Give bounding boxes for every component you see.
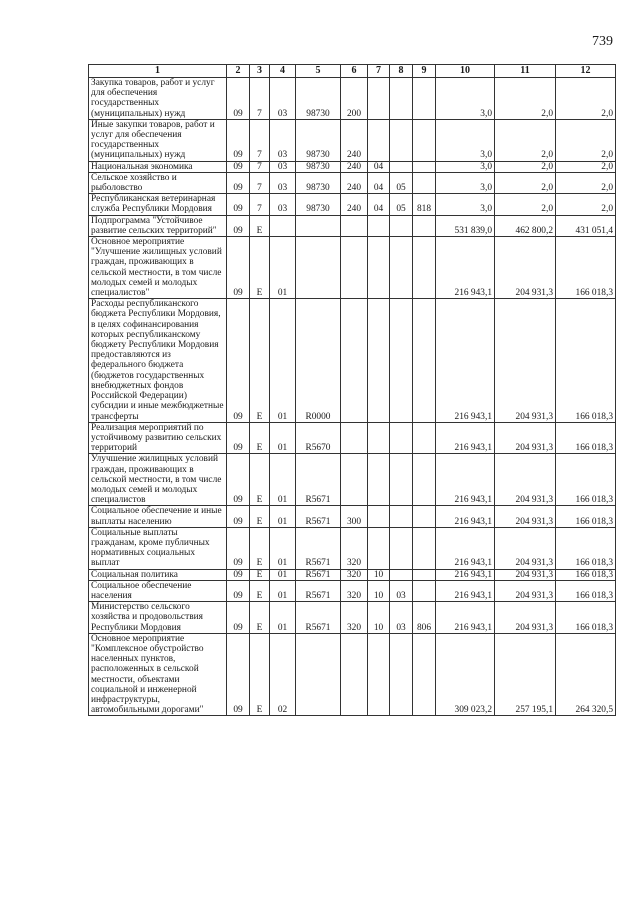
program-cell: Е — [250, 569, 270, 580]
department-cell — [413, 569, 436, 580]
row-name-cell: Социальные выплаты гражданам, кроме публичных нормативных социальных выплат — [89, 527, 227, 569]
section-cell: 09 — [227, 194, 250, 215]
department-cell — [413, 237, 436, 299]
department-cell — [413, 299, 436, 422]
department-cell — [413, 215, 436, 236]
section-cell: 09 — [227, 161, 250, 172]
section-cell: 09 — [227, 454, 250, 506]
row-name-cell: Социальное обеспечение и иные выплаты населению — [89, 506, 227, 527]
expense-type-cell: 320 — [341, 569, 368, 580]
subsection-cell — [390, 78, 413, 120]
subprogram-cell: 02 — [270, 633, 296, 716]
row-name-cell: Национальная экономика — [89, 161, 227, 172]
table-body — [89, 78, 616, 716]
direction-cell: 98730 — [296, 161, 341, 172]
chapter-cell — [368, 454, 390, 506]
amount-cell: 3,0 — [436, 172, 495, 193]
page-number: 739 — [592, 34, 613, 49]
subprogram-cell — [270, 215, 296, 236]
amount-cell: 2,0 — [556, 172, 616, 193]
subsection-cell — [390, 215, 413, 236]
column-header: 6 — [341, 65, 368, 78]
amount-cell: 462 800,2 — [495, 215, 556, 236]
table-row — [89, 161, 616, 172]
subprogram-cell: 01 — [270, 422, 296, 454]
subsection-cell: 05 — [390, 194, 413, 215]
subsection-cell — [390, 506, 413, 527]
program-cell: Е — [250, 454, 270, 506]
direction-cell: 98730 — [296, 78, 341, 120]
subprogram-cell: 01 — [270, 299, 296, 422]
chapter-cell — [368, 237, 390, 299]
subsection-cell: 03 — [390, 602, 413, 634]
direction-cell — [296, 633, 341, 716]
amount-cell: 216 943,1 — [436, 237, 495, 299]
section-cell: 09 — [227, 172, 250, 193]
column-header: 8 — [390, 65, 413, 78]
direction-cell: 98730 — [296, 194, 341, 215]
section-cell: 09 — [227, 119, 250, 161]
chapter-cell — [368, 633, 390, 716]
amount-cell: 204 931,3 — [495, 569, 556, 580]
table-row — [89, 78, 616, 120]
chapter-cell — [368, 422, 390, 454]
expense-type-cell: 240 — [341, 194, 368, 215]
row-name-cell: Социальное обеспечение населения — [89, 580, 227, 601]
amount-cell: 2,0 — [495, 119, 556, 161]
amount-cell: 3,0 — [436, 119, 495, 161]
expense-type-cell: 200 — [341, 78, 368, 120]
expense-type-cell — [341, 633, 368, 716]
table-row — [89, 527, 616, 569]
row-name-cell: Министерство сельского хозяйства и продовольствия Республики Мордовия — [89, 602, 227, 634]
subprogram-cell: 03 — [270, 172, 296, 193]
program-cell: 7 — [250, 161, 270, 172]
amount-cell: 2,0 — [495, 161, 556, 172]
amount-cell: 216 943,1 — [436, 454, 495, 506]
direction-cell: R5671 — [296, 569, 341, 580]
column-header: 3 — [250, 65, 270, 78]
table-row — [89, 506, 616, 527]
subprogram-cell: 01 — [270, 569, 296, 580]
amount-cell: 204 931,3 — [495, 580, 556, 601]
table-row — [89, 633, 616, 716]
section-cell: 09 — [227, 422, 250, 454]
amount-cell: 2,0 — [556, 78, 616, 120]
amount-cell: 166 018,3 — [556, 422, 616, 454]
subsection-cell — [390, 119, 413, 161]
department-cell — [413, 422, 436, 454]
subsection-cell — [390, 454, 413, 506]
department-cell — [413, 633, 436, 716]
amount-cell: 531 839,0 — [436, 215, 495, 236]
row-name-cell: Закупка товаров, работ и услуг для обеспечения государственных (муниципальных) нужд — [89, 78, 227, 120]
expense-type-cell — [341, 237, 368, 299]
section-cell: 09 — [227, 527, 250, 569]
chapter-cell: 10 — [368, 580, 390, 601]
expense-type-cell — [341, 299, 368, 422]
row-name-cell: Расходы республиканского бюджета Республики Мордовия, в целях софинансирования которых республиканскому бюджету Республики Мордовия предоставляются из федерального бюджета (бюджетов государственных внебюджетных фондов Российской Федерации) субсидии и иные межбюджетные трансферты — [89, 299, 227, 422]
amount-cell: 166 018,3 — [556, 506, 616, 527]
amount-cell: 2,0 — [495, 172, 556, 193]
direction-cell — [296, 215, 341, 236]
program-cell: Е — [250, 602, 270, 634]
row-name-cell: Подпрограмма "Устойчивое развитие сельских территорий" — [89, 215, 227, 236]
section-cell: 09 — [227, 602, 250, 634]
amount-cell: 309 023,2 — [436, 633, 495, 716]
row-name-cell: Основное мероприятие "Комплексное обустройство населенных пунктов, расположенных в сельской местности, объектами социальной и инженерной инфраструктуры, автомобильными дорогами" — [89, 633, 227, 716]
subsection-cell — [390, 569, 413, 580]
section-cell: 09 — [227, 506, 250, 527]
column-header: 9 — [413, 65, 436, 78]
subsection-cell — [390, 422, 413, 454]
program-cell: 7 — [250, 119, 270, 161]
subprogram-cell: 01 — [270, 602, 296, 634]
expense-type-cell: 240 — [341, 172, 368, 193]
subsection-cell — [390, 299, 413, 422]
program-cell: Е — [250, 422, 270, 454]
amount-cell: 216 943,1 — [436, 422, 495, 454]
table-row — [89, 422, 616, 454]
expense-type-cell — [341, 215, 368, 236]
amount-cell: 2,0 — [556, 119, 616, 161]
column-header: 11 — [495, 65, 556, 78]
subprogram-cell: 03 — [270, 161, 296, 172]
department-cell — [413, 506, 436, 527]
amount-cell: 2,0 — [495, 78, 556, 120]
amount-cell: 166 018,3 — [556, 602, 616, 634]
column-header: 7 — [368, 65, 390, 78]
amount-cell: 216 943,1 — [436, 569, 495, 580]
row-name-cell: Реализация мероприятий по устойчивому развитию сельских территорий — [89, 422, 227, 454]
amount-cell: 2,0 — [495, 194, 556, 215]
chapter-cell — [368, 215, 390, 236]
table-row — [89, 569, 616, 580]
subprogram-cell: 03 — [270, 78, 296, 120]
amount-cell: 166 018,3 — [556, 527, 616, 569]
subsection-cell — [390, 527, 413, 569]
amount-cell: 166 018,3 — [556, 237, 616, 299]
expense-type-cell: 300 — [341, 506, 368, 527]
section-cell: 09 — [227, 299, 250, 422]
expense-type-cell: 320 — [341, 602, 368, 634]
amount-cell: 204 931,3 — [495, 506, 556, 527]
chapter-cell: 10 — [368, 602, 390, 634]
direction-cell: R0000 — [296, 299, 341, 422]
subprogram-cell: 03 — [270, 119, 296, 161]
column-header: 1 — [89, 65, 227, 78]
chapter-cell — [368, 299, 390, 422]
amount-cell: 216 943,1 — [436, 602, 495, 634]
table-row — [89, 580, 616, 601]
direction-cell: R5671 — [296, 527, 341, 569]
program-cell: Е — [250, 215, 270, 236]
amount-cell: 166 018,3 — [556, 454, 616, 506]
row-name-cell: Основное мероприятие "Улучшение жилищных условий граждан, проживающих в сельской местности, в том числе молодых семей и молодых специалистов" — [89, 237, 227, 299]
chapter-cell — [368, 119, 390, 161]
expense-type-cell: 320 — [341, 580, 368, 601]
expense-type-cell — [341, 454, 368, 506]
amount-cell: 204 931,3 — [495, 527, 556, 569]
amount-cell: 204 931,3 — [495, 454, 556, 506]
direction-cell: R5671 — [296, 580, 341, 601]
department-cell — [413, 78, 436, 120]
department-cell: 806 — [413, 602, 436, 634]
subprogram-cell: 01 — [270, 454, 296, 506]
subsection-cell — [390, 161, 413, 172]
direction-cell: R5670 — [296, 422, 341, 454]
amount-cell: 216 943,1 — [436, 506, 495, 527]
amount-cell: 216 943,1 — [436, 527, 495, 569]
amount-cell: 204 931,3 — [495, 602, 556, 634]
expense-type-cell: 240 — [341, 161, 368, 172]
row-name-cell: Республиканская ветеринарная служба Республики Мордовия — [89, 194, 227, 215]
department-cell — [413, 161, 436, 172]
subprogram-cell: 01 — [270, 527, 296, 569]
program-cell: Е — [250, 506, 270, 527]
amount-cell: 431 051,4 — [556, 215, 616, 236]
direction-cell: R5671 — [296, 602, 341, 634]
subprogram-cell: 01 — [270, 506, 296, 527]
row-name-cell: Социальная политика — [89, 569, 227, 580]
direction-cell: 98730 — [296, 119, 341, 161]
chapter-cell — [368, 78, 390, 120]
table-row — [89, 299, 616, 422]
subprogram-cell: 03 — [270, 194, 296, 215]
chapter-cell: 10 — [368, 569, 390, 580]
direction-cell: 98730 — [296, 172, 341, 193]
department-cell — [413, 527, 436, 569]
direction-cell: R5671 — [296, 454, 341, 506]
amount-cell: 257 195,1 — [495, 633, 556, 716]
program-cell: 7 — [250, 172, 270, 193]
program-cell: 7 — [250, 194, 270, 215]
budget-table — [88, 64, 616, 716]
subsection-cell: 03 — [390, 580, 413, 601]
program-cell: Е — [250, 299, 270, 422]
column-header: 4 — [270, 65, 296, 78]
department-cell — [413, 454, 436, 506]
row-name-cell: Иные закупки товаров, работ и услуг для обеспечения государственных (муниципальных) нужд — [89, 119, 227, 161]
column-header: 5 — [296, 65, 341, 78]
amount-cell: 3,0 — [436, 78, 495, 120]
subsection-cell — [390, 237, 413, 299]
chapter-cell — [368, 506, 390, 527]
section-cell: 09 — [227, 580, 250, 601]
amount-cell: 166 018,3 — [556, 569, 616, 580]
section-cell: 09 — [227, 237, 250, 299]
program-cell: Е — [250, 527, 270, 569]
amount-cell: 2,0 — [556, 194, 616, 215]
table-row — [89, 194, 616, 215]
program-cell: 7 — [250, 78, 270, 120]
chapter-cell: 04 — [368, 172, 390, 193]
amount-cell: 204 931,3 — [495, 422, 556, 454]
chapter-cell: 04 — [368, 194, 390, 215]
column-header: 10 — [436, 65, 495, 78]
amount-cell: 204 931,3 — [495, 237, 556, 299]
amount-cell: 204 931,3 — [495, 299, 556, 422]
table-row — [89, 454, 616, 506]
subprogram-cell: 01 — [270, 237, 296, 299]
amount-cell: 3,0 — [436, 161, 495, 172]
program-cell: Е — [250, 633, 270, 716]
row-name-cell: Улучшение жилищных условий граждан, проживающих в сельской местности, в том числе молодых семей и молодых специалистов — [89, 454, 227, 506]
column-header: 12 — [556, 65, 616, 78]
amount-cell: 216 943,1 — [436, 580, 495, 601]
direction-cell: R5671 — [296, 506, 341, 527]
expense-type-cell: 320 — [341, 527, 368, 569]
amount-cell: 166 018,3 — [556, 299, 616, 422]
table-row — [89, 119, 616, 161]
header-row — [89, 65, 616, 78]
table-row — [89, 602, 616, 634]
department-cell — [413, 172, 436, 193]
section-cell: 09 — [227, 78, 250, 120]
subsection-cell: 05 — [390, 172, 413, 193]
program-cell: Е — [250, 237, 270, 299]
amount-cell: 2,0 — [556, 161, 616, 172]
subprogram-cell: 01 — [270, 580, 296, 601]
section-cell: 09 — [227, 215, 250, 236]
department-cell — [413, 580, 436, 601]
row-name-cell: Сельское хозяйство и рыболовство — [89, 172, 227, 193]
amount-cell: 264 320,5 — [556, 633, 616, 716]
section-cell: 09 — [227, 569, 250, 580]
chapter-cell: 04 — [368, 161, 390, 172]
chapter-cell — [368, 527, 390, 569]
amount-cell: 216 943,1 — [436, 299, 495, 422]
direction-cell — [296, 237, 341, 299]
department-cell — [413, 119, 436, 161]
table-row — [89, 172, 616, 193]
section-cell: 09 — [227, 633, 250, 716]
department-cell: 818 — [413, 194, 436, 215]
table-row — [89, 215, 616, 236]
expense-type-cell: 240 — [341, 119, 368, 161]
expense-type-cell — [341, 422, 368, 454]
program-cell: Е — [250, 580, 270, 601]
table-row — [89, 237, 616, 299]
amount-cell: 3,0 — [436, 194, 495, 215]
subsection-cell — [390, 633, 413, 716]
amount-cell: 166 018,3 — [556, 580, 616, 601]
column-header: 2 — [227, 65, 250, 78]
